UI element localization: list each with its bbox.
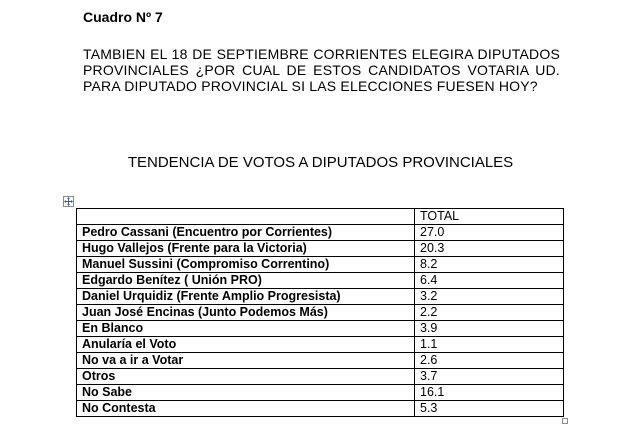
table-row <box>77 337 564 353</box>
row-value: 1.1 <box>415 337 564 353</box>
row-label: No Sabe <box>77 385 415 401</box>
resize-square-icon[interactable] <box>562 418 568 424</box>
row-label: Pedro Cassani (Encuentro por Corrientes) <box>77 225 415 241</box>
row-value: 5.3 <box>415 401 564 417</box>
survey-question: TAMBIEN EL 18 DE SEPTIEMBRE CORRIENTES ELEGIRA DIPUTADOS PROVINCIALES ¿POR CUAL DE ESTOS CANDIDATOS VOTARIA UD. PARA DIPUTADO PROVINCIAL SI LAS ELECCIONES FUESEN HOY? <box>83 46 560 94</box>
table-body <box>77 225 564 417</box>
table-row <box>77 353 564 369</box>
move-arrows-icon[interactable] <box>63 196 74 207</box>
row-label: No va a ir a Votar <box>77 353 415 369</box>
row-value: 3.9 <box>415 321 564 337</box>
table-row <box>77 401 564 417</box>
row-value: 2.2 <box>415 305 564 321</box>
row-label: Otros <box>77 369 415 385</box>
row-value: 27.0 <box>415 225 564 241</box>
header-candidate <box>77 209 415 225</box>
row-value: 16.1 <box>415 385 564 401</box>
table-row <box>77 369 564 385</box>
row-value: 3.7 <box>415 369 564 385</box>
table-caption-heading: Cuadro Nº 7 <box>83 9 163 25</box>
header-total: TOTAL <box>415 209 564 225</box>
row-value: 20.3 <box>415 241 564 257</box>
row-value: 2.6 <box>415 353 564 369</box>
row-value: 3.2 <box>415 289 564 305</box>
table-row <box>77 225 564 241</box>
row-value: 6.4 <box>415 273 564 289</box>
row-label: Edgardo Benítez ( Unión PRO) <box>77 273 415 289</box>
table-row <box>77 385 564 401</box>
row-label: Daniel Urquidiz (Frente Amplio Progresista) <box>77 289 415 305</box>
row-label: Juan José Encinas (Junto Podemos Más) <box>77 305 415 321</box>
table-row <box>77 273 564 289</box>
row-label: Anularía el Voto <box>77 337 415 353</box>
row-label: En Blanco <box>77 321 415 337</box>
table-row <box>77 321 564 337</box>
table-subtitle: TENDENCIA DE VOTOS A DIPUTADOS PROVINCIALES <box>127 154 514 171</box>
table-row <box>77 257 564 273</box>
table-row <box>77 241 564 257</box>
row-value: 8.2 <box>415 257 564 273</box>
results-table <box>76 208 564 417</box>
row-label: Manuel Sussini (Compromiso Correntino) <box>77 257 415 273</box>
table-row <box>77 305 564 321</box>
table-header-row <box>77 209 564 225</box>
row-label: Hugo Vallejos (Frente para la Victoria) <box>77 241 415 257</box>
table-row <box>77 289 564 305</box>
row-label: No Contesta <box>77 401 415 417</box>
